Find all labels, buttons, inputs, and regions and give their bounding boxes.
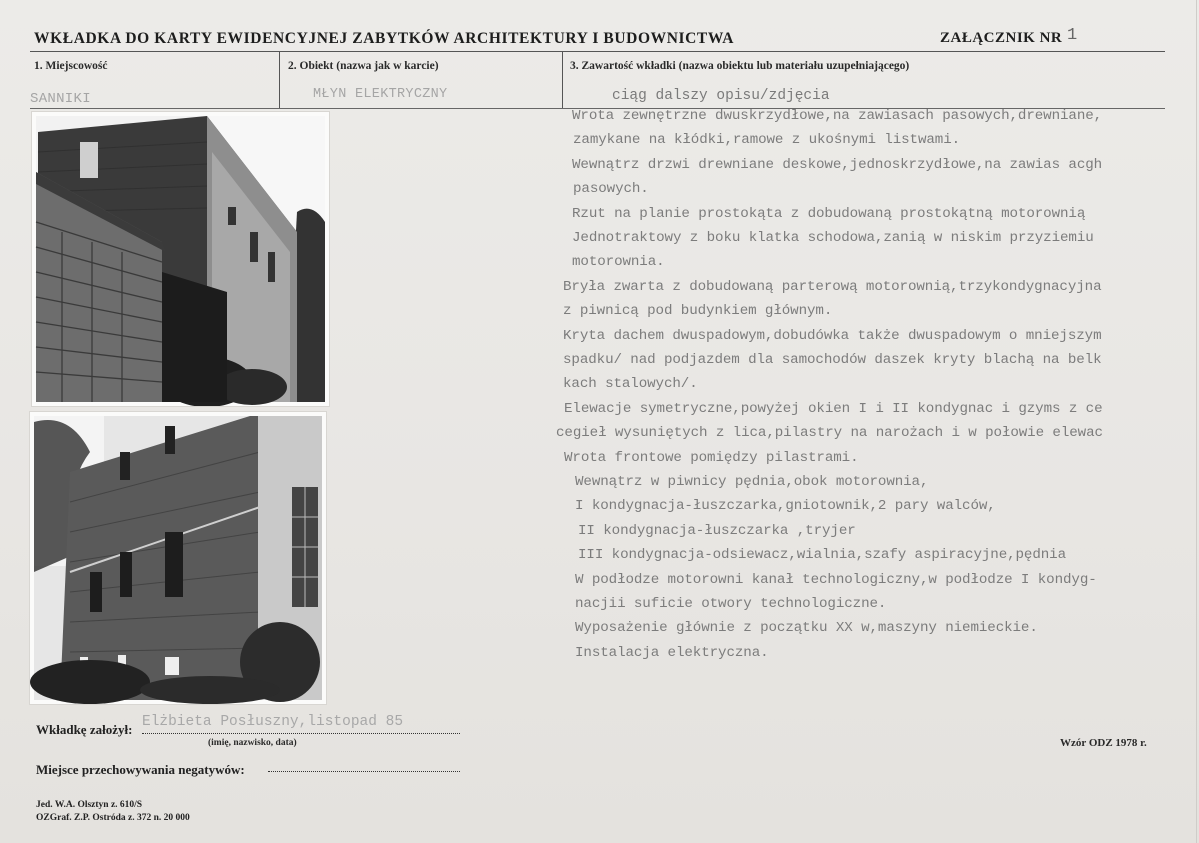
object-label	[288, 60, 439, 72]
description-line: pasowych.	[573, 181, 649, 198]
object-value: MŁYN ELEKTRYCZNY	[313, 87, 448, 102]
locality-label: 1. Miejscowość	[34, 60, 108, 72]
description-line: Rzut na planie prostokąta z dobudowaną prostokątną motorownią	[572, 205, 1086, 222]
column-divider-2	[562, 52, 563, 109]
content-label-main: 3. Zawartość wkładki	[570, 60, 676, 72]
author-dotted-line	[142, 733, 460, 734]
header-rule	[30, 51, 1165, 52]
annex-label: ZAŁĄCZNIK NR	[940, 30, 1063, 46]
card-title: WKŁADKA DO KARTY EWIDENCYJNEJ ZABYTKÓW ARCHITEKTURY I BUDOWNICTWA	[34, 30, 735, 47]
storage-dotted-line	[268, 771, 460, 772]
description-line: spadku/ nad podjazdem dla samochodów daszek kryty blachą na belk	[563, 352, 1102, 368]
description-line: motorownia.	[572, 254, 665, 271]
column-divider-1	[279, 52, 280, 109]
description-line: III kondygnacja-odsiewacz,wialnia,szafy aspiracyjne,pędnia	[578, 547, 1067, 564]
description-line: z piwnicą pod budynkiem głównym.	[563, 303, 833, 320]
description-line: Kryta dachem dwuspadowym,dobudówka także dwuspadowym o mniejszym	[563, 327, 1102, 344]
object-label-main: 2. Obiekt	[288, 60, 334, 72]
photo-mill-side-view-image	[32, 112, 329, 406]
description-line: kach stalowych/.	[563, 376, 698, 393]
photo-mill-facade	[30, 412, 326, 704]
description-line: zamykane na kłódki,ramowe z ukośnymi listwami.	[573, 132, 961, 149]
print-info	[36, 799, 190, 825]
content-label	[570, 60, 909, 72]
locality-value: SANNIKI	[30, 91, 91, 107]
description-line: II kondygnacja-łuszczarka ,tryjer	[578, 522, 856, 539]
author-value: Elżbieta Posłuszny,listopad 85	[142, 714, 404, 730]
author-hint: (imię, nazwisko, data)	[208, 738, 297, 748]
description-line: Elewacje symetryczne,powyżej okien I i II kondygnac i gzyms z ce	[564, 400, 1103, 417]
description-line: Wrota frontowe pomiędzy pilastrami.	[564, 449, 859, 466]
print-line-2: OZGraf. Z.P. Ostróda z. 372 n. 20 000	[36, 813, 190, 823]
content-value: ciąg dalszy opisu/zdjęcia	[612, 88, 830, 104]
description-line: cegieł wysuniętych z lica,pilastry na narożach i w połowie elewac	[556, 425, 1103, 442]
description-line: Bryła zwarta z dobudowaną parterową motorownią,trzykondygnacyjna	[563, 278, 1102, 295]
description-line: I kondygnacja-łuszczarka,gniotownik,2 pary walców,	[575, 498, 996, 515]
description-line: Instalacja elektryczna.	[575, 644, 769, 661]
photo-mill-facade-image	[30, 412, 326, 704]
object-label-sub: (nazwa jak w karcie)	[336, 60, 439, 72]
annex-number: 1	[1067, 26, 1078, 45]
print-line-1: Jed. W.A. Olsztyn z. 610/S	[36, 800, 143, 810]
description-line: Wewnątrz w piwnicy pędnia,obok motorownia,	[575, 474, 929, 490]
storage-label: Miejsce przechowywania negatywów:	[36, 762, 245, 777]
content-label-sub: (nazwa obiektu lub materiału uzupełniającego)	[678, 60, 910, 72]
description-line: Jednotraktowy z boku klatka schodowa,zanią w niskim przyziemiu	[572, 230, 1094, 246]
description-line: Wrota zewnętrzne dwuskrzydłowe,na zawiasach pasowych,drewniane,	[572, 108, 1103, 124]
photo-mill-side-view	[32, 112, 329, 406]
description-line: Wyposażenie głównie z początku XX w,maszyny niemieckie.	[575, 620, 1038, 637]
description-line: Wewnątrz drzwi drewniane deskowe,jednoskrzydłowe,na zawias acgh	[572, 156, 1103, 173]
right-edge-shadow	[1196, 0, 1197, 843]
description-line: nacjii suficie otwory technologiczne.	[575, 596, 887, 612]
form-model: Wzór ODZ 1978 r.	[1060, 737, 1147, 749]
description-line: W podłodze motorowni kanał technologiczny,w podłodze I kondyg-	[575, 571, 1097, 588]
author-label: Wkładkę założył:	[36, 722, 133, 737]
